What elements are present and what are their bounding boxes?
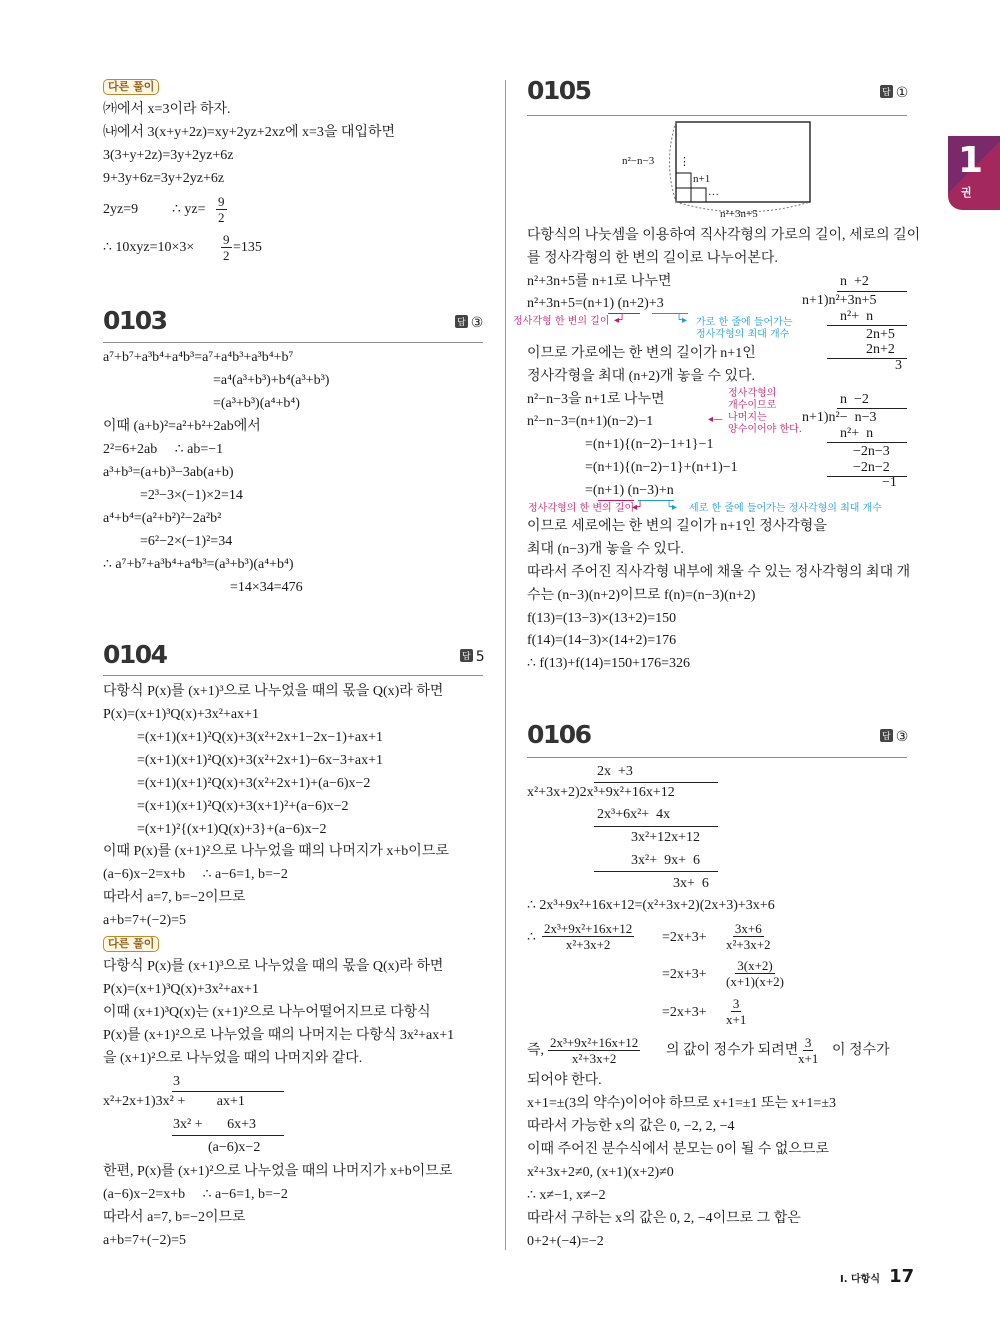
division-line: n+1)n²+3n+5 xyxy=(802,293,877,308)
text-line: =(a³+b³)(a⁴+b⁴) xyxy=(213,396,300,411)
therefore-symbol: ∴ xyxy=(527,930,536,945)
division-line: 2x +3 xyxy=(597,764,633,779)
text-line: 2²=6+2ab ∴ ab=−1 xyxy=(103,442,224,457)
division-bar xyxy=(594,871,718,872)
text-line: 이므로 세로에는 한 변의 길이가 n+1인 정사각형을 xyxy=(527,519,827,534)
text-line: 9+3y+6z=3y+2yz+6z xyxy=(103,171,225,186)
text-line: (a−6)x−2=x+b ∴ a−6=1, b=−2 xyxy=(103,1187,288,1202)
problem-number: 0105 xyxy=(527,76,591,105)
arrow-icon: └▸ xyxy=(676,315,688,326)
text-line: a⁴+b⁴=(a²+b²)²−2a²b² xyxy=(103,511,222,526)
text-line: ∴ a⁷+b⁷+a³b⁴+a⁴b³=(a³+b³)(a⁴+b⁴) xyxy=(103,557,294,572)
arrow-icon: ◂┘ xyxy=(614,315,626,326)
hdots: … xyxy=(708,186,719,198)
division-line: 3x²+12x+12 xyxy=(631,830,700,845)
text-line: =(n+1){(n−2)−1+1}−1 xyxy=(585,437,714,452)
text-line: 이때 주어진 분수식에서 분모는 0이 될 수 없으므로 xyxy=(527,1142,829,1157)
fraction: $\frac{9}{2}$ xyxy=(218,194,225,225)
division-line: 3 xyxy=(173,1074,180,1089)
text-line: 최대 (n−3)개 놓을 수 있다. xyxy=(527,542,684,557)
text-line: 다항식의 나눗셈을 이용하여 직사각형의 가로의 길이, 세로의 길이 xyxy=(527,228,921,243)
division-line: x²+3x+2)2x³+9x²+16x+12 xyxy=(527,785,675,800)
text-line: 다항식 P(x)를 (x+1)³으로 나누었을 때의 몫을 Q(x)라 하면 xyxy=(103,959,444,974)
text-line: 이때 P(x)를 (x+1)²으로 나누었을 때의 나머지가 x+b이므로 xyxy=(103,844,449,859)
problem-number: 0104 xyxy=(103,640,167,669)
division-line: 2n+5 xyxy=(866,327,895,342)
text-line: =2x+3+ xyxy=(662,1005,707,1020)
text-line: =(x+1)(x+1)²Q(x)+3(x²+2x+1)+(a−6)x−2 xyxy=(137,776,371,791)
alt-solution-badge: 다른 풀이 xyxy=(103,936,159,952)
volume-label: 권 xyxy=(961,186,972,199)
answer-label: 답 5 xyxy=(462,649,485,665)
fraction: $\frac{3(x+2)}{(x+1)(x+2)}$ xyxy=(726,958,784,989)
division-line: n −2 xyxy=(840,392,869,407)
text-line: P(x)를 (x+1)²으로 나누었을 때의 나머지는 다항식 3x²+ax+1 xyxy=(103,1028,455,1043)
division-line: n +2 xyxy=(840,274,869,289)
page-footer xyxy=(840,1266,914,1287)
side-label: n+1 xyxy=(693,173,711,185)
text-line: 를 정사각형의 한 변의 길이로 나누어본다. xyxy=(527,251,778,266)
text-line: n²−n−3=(n+1)(n−2)−1 xyxy=(527,414,654,429)
text-line: =(x+1)(x+1)²Q(x)+3(x²+2x+1−2x−1)+ax+1 xyxy=(137,730,383,745)
fraction: $\frac{3}{x+1}$ xyxy=(726,996,747,1027)
text-line: P(x)=(x+1)³Q(x)+3x²+ax+1 xyxy=(103,707,259,722)
division-line: 2x³+6x²+ 4x xyxy=(597,807,671,822)
problem-number: 0103 xyxy=(103,306,167,335)
division-line: n+1)n²− n−3 xyxy=(802,410,877,425)
text-line: 수는 (n−3)(n+2)이므로 f(n)=(n−3)(n+2) xyxy=(527,588,756,603)
fraction: $\frac{3x+6}{\text{x²+3x+2}}$ xyxy=(726,921,771,952)
problem-number: 0106 xyxy=(527,720,591,749)
column-divider xyxy=(505,80,506,1250)
division-line: n²+ n xyxy=(840,309,874,324)
text-line: 3(3+y+2z)=3y+2yz+6z xyxy=(103,148,234,163)
text-line: 이 정수가 xyxy=(832,1043,890,1058)
division-line: 2n+2 xyxy=(866,342,895,357)
division-bar xyxy=(172,1091,284,1092)
text-line: =(x+1)(x+1)²Q(x)+3(x+1)²+(a−6)x−2 xyxy=(137,799,349,814)
text-line: =2x+3+ xyxy=(662,967,707,982)
text-line: f(14)=(14−3)×(14+2)=176 xyxy=(527,633,677,648)
text-line: ㈎에서 x=3이라 하자. xyxy=(103,102,231,117)
text-line: ㈏에서 3(x+y+2z)=xy+2yz+2xz에 x=3을 대입하면 xyxy=(103,125,396,140)
underline xyxy=(608,313,640,314)
text-line: n²+3n+5=(n+1) (n+2)+3 xyxy=(527,296,664,311)
arrow-icon: └▸ xyxy=(666,502,678,513)
rectangle-diagram xyxy=(615,118,815,223)
text-line: =(x+1)(x+1)²Q(x)+3(x²+2x+1)−6x−3+ax+1 xyxy=(137,753,383,768)
height-label: n²−n−3 xyxy=(622,155,655,167)
answer-label: 답 ③ xyxy=(882,729,909,745)
text-line: ∴ x≠−1, x≠−2 xyxy=(527,1188,606,1203)
text-line: x²+3x+2≠0, (x+1)(x+2)≠0 xyxy=(527,1165,674,1180)
arrow-icon: ◂┘ xyxy=(632,502,644,513)
text-line: =135 xyxy=(233,240,262,255)
text-line: a⁷+b⁷+a³b⁴+a⁴b³=a⁷+a⁴b³+a³b⁴+b⁷ xyxy=(103,350,294,365)
text-line: a+b=7+(−2)=5 xyxy=(103,913,187,928)
text-line: ∴ f(13)+f(14)=150+176=326 xyxy=(527,656,690,671)
text-line: 이때 (x+1)³Q(x)는 (x+1)²으로 나누어떨어지므로 다항식 xyxy=(103,1005,431,1020)
answer-label: 답 ① xyxy=(882,85,909,101)
text-line: ∴ 2x³+9x²+16x+12=(x²+3x+2)(2x+3)+3x+6 xyxy=(527,898,775,913)
vdots: ⋮ xyxy=(679,156,690,168)
annotation: 세로 한 줄에 들어가는 정사각형의 최대 개수 xyxy=(689,503,882,514)
section-label: Ⅰ. 다항식 xyxy=(840,1274,880,1285)
text-line: 따라서 주어진 직사각형 내부에 채울 수 있는 정사각형의 최대 개 xyxy=(527,565,911,580)
division-line: −2n−3 xyxy=(853,444,890,459)
text-line: 따라서 a=7, b=−2이므로 xyxy=(103,1210,246,1225)
text-line: a³+b³=(a+b)³−3ab(a+b) xyxy=(103,465,234,480)
division-line: 3x²+ 9x+ 6 xyxy=(631,853,700,868)
annotation: 가로 한 줄에 들어가는 정사각형의 최대 개수 xyxy=(696,317,793,340)
text-line: f(13)=(13−3)×(13+2)=150 xyxy=(527,611,677,626)
division-line: −1 xyxy=(882,475,897,490)
fraction: $\frac{\text{2x³+9x²+16x+12}}{\text{x²+3x+2}}$ xyxy=(550,1035,639,1066)
text-line: n²+3n+5를 n+1로 나누면 xyxy=(527,274,672,289)
divider xyxy=(527,757,907,758)
text-line: =14×34=476 xyxy=(230,580,303,595)
division-bar xyxy=(594,826,718,827)
division-bar xyxy=(594,782,718,783)
division-line: 3x+ 6 xyxy=(673,876,709,891)
text-line: =(n+1) (n−3)+n xyxy=(585,483,674,498)
division-bar xyxy=(172,1135,284,1136)
fraction: $\frac{\text{2x³+9x²+16x+12}}{\text{x²+3x+2}}$ xyxy=(544,921,633,952)
text-line: ∴ yz= xyxy=(172,202,206,217)
text-line: 따라서 가능한 x의 값은 0, −2, 2, −4 xyxy=(527,1119,735,1134)
text-line: 2yz=9 xyxy=(103,202,139,217)
underline xyxy=(652,313,688,314)
division-line: x²+2x+1)3x² + ax+1 xyxy=(103,1094,245,1109)
annotation: 정사각형 한 변의 길이 xyxy=(513,316,610,327)
page-number: 17 xyxy=(889,1266,915,1287)
text-line: 0+2+(−4)=−2 xyxy=(527,1234,604,1249)
text-line: 이때 (a+b)²=a²+b²+2ab에서 xyxy=(103,419,261,434)
text-line: 한편, P(x)를 (x+1)²으로 나누었을 때의 나머지가 x+b이므로 xyxy=(103,1164,453,1179)
fraction: $\frac{9}{2}$ xyxy=(223,232,230,263)
text-line: P(x)=(x+1)³Q(x)+3x²+ax+1 xyxy=(103,982,259,997)
division-line: 3x² + 6x+3 xyxy=(173,1117,256,1132)
arrow-icon: ◂— xyxy=(708,414,724,425)
text-line: 이므로 가로에는 한 변의 길이가 n+1인 xyxy=(527,346,756,361)
underline xyxy=(638,500,674,501)
divider xyxy=(103,342,483,343)
alt-solution-badge: 다른 풀이 xyxy=(103,79,159,95)
text-line: 즉, xyxy=(527,1043,545,1058)
text-line: ∴ 10xyz=10×3× xyxy=(103,240,195,255)
answer-label: 답 ③ xyxy=(457,315,484,331)
text-line: n²−n−3을 n+1로 나누면 xyxy=(527,392,665,407)
annotation: 정사각형의 개수이므로 나머지는 양수이어야 한다. xyxy=(728,388,802,435)
volume-tab[interactable] xyxy=(948,136,1000,210)
text-line: (a−6)x−2=x+b ∴ a−6=1, b=−2 xyxy=(103,867,288,882)
division-line: 3 xyxy=(895,358,902,373)
annotation: 정사각형의 한 변의 길이 xyxy=(528,503,635,514)
fraction: $\frac{3}{x+1}$ xyxy=(798,1035,819,1066)
text-line: 의 값이 정수가 되려면 xyxy=(666,1043,799,1058)
text-line: 되어야 한다. xyxy=(527,1073,602,1088)
text-line: =2³−3×(−1)×2=14 xyxy=(140,488,243,503)
text-line: 따라서 a=7, b=−2이므로 xyxy=(103,890,246,905)
text-line: =(n+1){(n−2)−1}+(n+1)−1 xyxy=(585,460,738,475)
divider xyxy=(527,115,907,116)
text-line: =6²−2×(−1)²=34 xyxy=(140,534,233,549)
text-line: 다항식 P(x)를 (x+1)³으로 나누었을 때의 몫을 Q(x)라 하면 xyxy=(103,684,444,699)
text-line: a+b=7+(−2)=5 xyxy=(103,1233,187,1248)
text-line: x+1=±(3의 약수)이어야 하므로 x+1=±1 또는 x+1=±3 xyxy=(527,1096,837,1111)
text-line: 정사각형을 최대 (n+2)개 놓을 수 있다. xyxy=(527,369,756,384)
text-line: 따라서 구하는 x의 값은 0, 2, −4이므로 그 합은 xyxy=(527,1211,801,1226)
division-line: −2n−2 xyxy=(853,460,890,475)
text-line: =a⁴(a³+b³)+b⁴(a³+b³) xyxy=(213,373,330,388)
division-line: n²+ n xyxy=(840,426,874,441)
underline xyxy=(598,500,634,501)
text-line: =(x+1)²{(x+1)Q(x)+3}+(a−6)x−2 xyxy=(137,822,327,837)
width-label: n²+3n+5 xyxy=(720,208,758,220)
text-line: =2x+3+ xyxy=(662,930,707,945)
text-line: 을 (x+1)²으로 나누었을 때의 나머지와 같다. xyxy=(103,1051,363,1066)
volume-number: 1 xyxy=(958,140,984,181)
division-line: (a−6)x−2 xyxy=(208,1140,261,1155)
divider xyxy=(103,675,483,676)
